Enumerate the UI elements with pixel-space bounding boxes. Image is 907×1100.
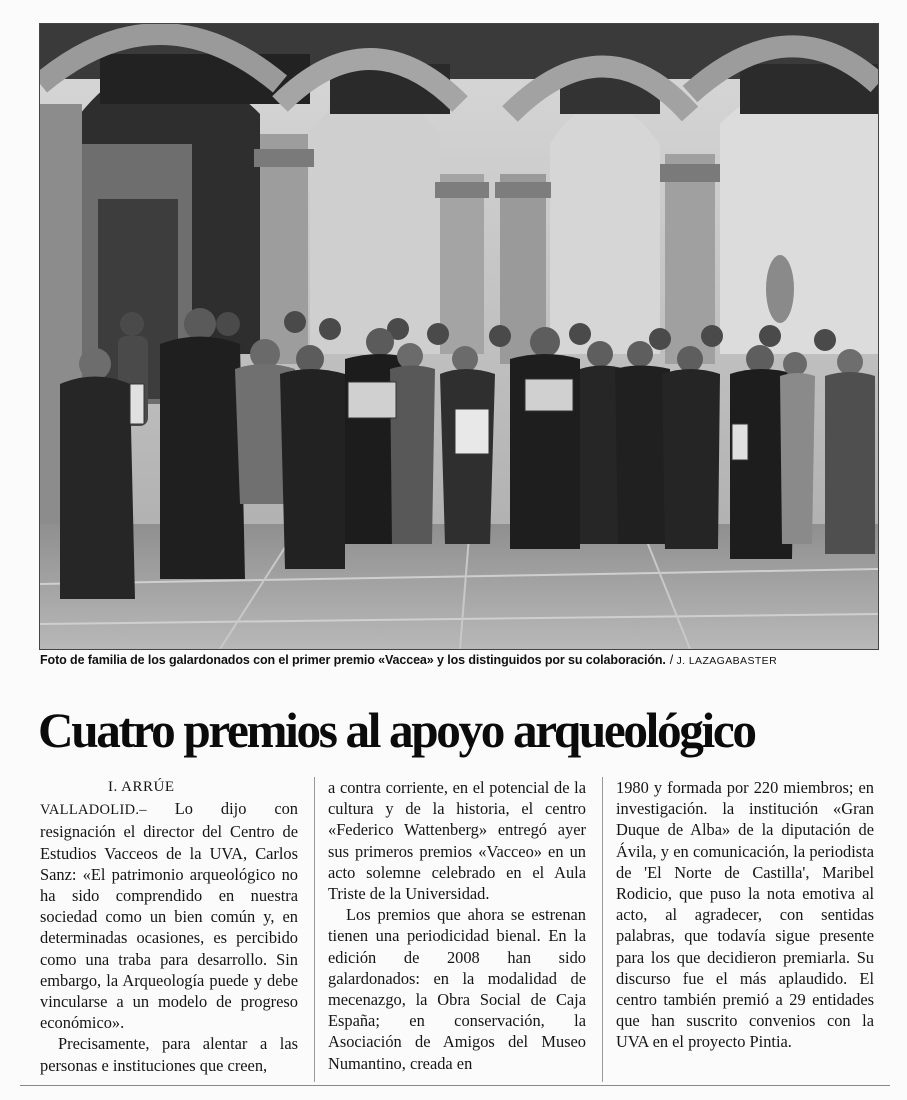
column-divider xyxy=(314,777,315,1082)
photo-credit: J. LAZAGABASTER xyxy=(676,655,778,667)
paragraph-5: 1980 y formada por 220 miembros; en investigación. la institución «Gran Duque de Alba» de la diputación de Ávila, y en comunicación, la periodista de 'El Norte de Castilla', Maribel Rodicio, que puso la nota emotiva al acto, al agradecer, con sentidas palabras, que todavía sigue presente para los que decidieron premiarla. Su discurso fue el más aplaudido. El centro también premió a 29 entidades que han suscrito convenios con la UVA en el proyecto Pintia. xyxy=(616,778,874,1052)
caption-separator: / xyxy=(669,653,674,667)
group-photo-image xyxy=(40,24,878,649)
article-column-3 xyxy=(616,777,874,1053)
group-photo xyxy=(39,23,879,650)
headline: Cuatro premios al apoyo arqueológico xyxy=(38,702,755,758)
column-divider xyxy=(602,777,603,1082)
paragraph-4: Los premios que ahora se estrenan tienen una periodicidad bienal. En la edición de 2008 han sido galardonados: en la modalidad de mecenazgo, la Obra Social de Caja España; en conservación, la Asociación de Amigos del Museo Numantino, creada en xyxy=(328,905,586,1073)
paragraph-1 xyxy=(40,798,298,1033)
article-column-1 xyxy=(40,777,298,1076)
article-column-2 xyxy=(328,777,586,1074)
paragraph-1-text: Lo dijo con resignación el director del Centro de Estudios Vacceos de la UVA, Carlos Sanz: «El patrimonio arqueológico no ha sido comprendido en nuestra sociedad como un bien común y, en determinadas ocasiones, es percibido como una traba para desarrollo. Sin embargo, la Arqueología puede y debe vincularse a un modelo de progreso económico». xyxy=(40,799,298,1033)
dateline: VALLADOLID.– xyxy=(40,802,147,819)
paragraph-2: Precisamente, para alentar a las personas e instituciones que creen, xyxy=(40,1034,298,1075)
byline: I. ARRÚE xyxy=(108,779,175,795)
photo-caption xyxy=(40,653,880,667)
paragraph-3: a contra corriente, en el potencial de la cultura y de la historia, el centro «Federico Wattenberg» entregó ayer sus primeros premios «Vacceo» en un acto solemne celebrado en el Aula Triste de la Universidad. xyxy=(328,778,586,904)
bottom-rule xyxy=(20,1085,890,1086)
caption-text: Foto de familia de los galardonados con el primer premio «Vaccea» y los distinguidos por su colaboración. xyxy=(40,653,666,667)
